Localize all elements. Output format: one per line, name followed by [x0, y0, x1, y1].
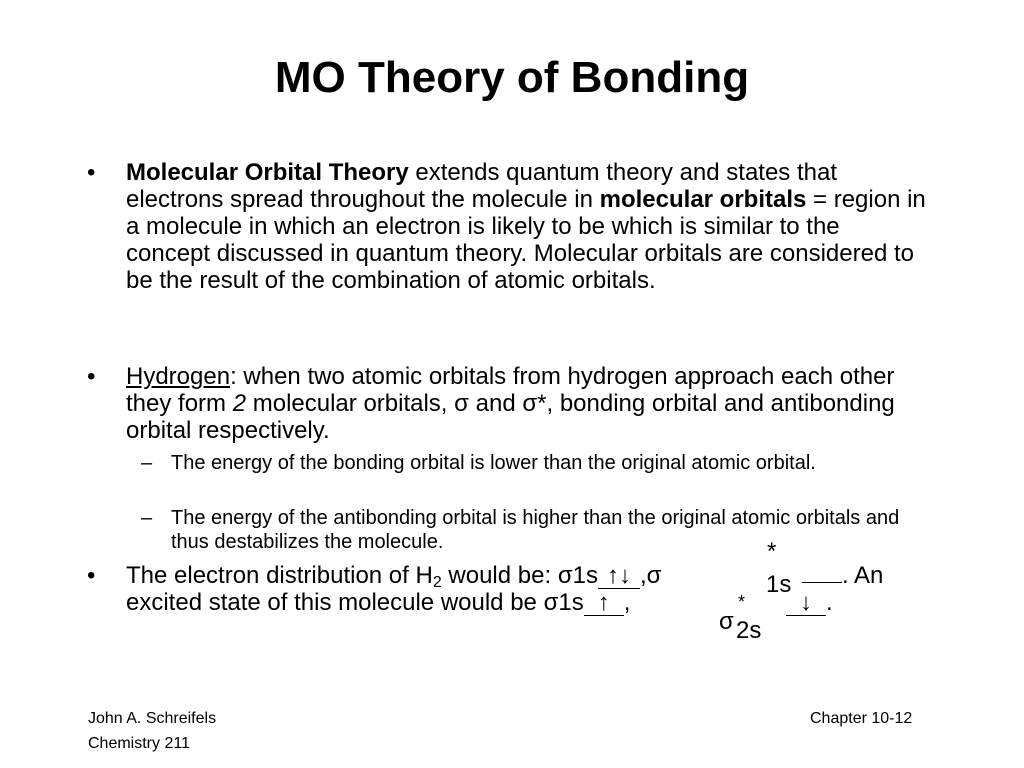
- fill-blank-excited-sigma-1s: ↑: [584, 591, 624, 616]
- bullet-text: = region in a molecule in which an electron is likely to be which is similar to the concept discussed in quantum theory. Molecular orbitals are considered to be the result of the combination of atomic orbitals.: [126, 186, 926, 294]
- bullet-text: . An: [842, 562, 884, 589]
- star-2s-fill-area: [786, 589, 833, 616]
- subscript-2: 2: [432, 574, 442, 591]
- bullet-hydrogen: [126, 363, 926, 444]
- subpoint-marker: –: [141, 507, 153, 529]
- star-1s-fill-area: [802, 562, 883, 589]
- excited-state-line: [126, 589, 630, 616]
- sigma-symbol: σ: [454, 390, 469, 417]
- comma: ,: [623, 589, 631, 616]
- bullet-text: excited state of this molecule would be: [126, 589, 544, 616]
- bullet-text: would be:: [441, 562, 558, 589]
- sigma-star-1s-symbol: σ: [646, 562, 662, 589]
- term-molecular-orbital-theory: Molecular Orbital Theory: [126, 159, 409, 186]
- slide-title: MO Theory of Bonding: [274, 53, 750, 102]
- sigma-star-symbol: σ*: [522, 390, 547, 417]
- bullet-text: and: [468, 390, 523, 417]
- bullet-marker: •: [87, 562, 96, 589]
- bullet-text: , bonding orbital and antibonding orbital respectively.: [126, 390, 895, 444]
- footer-chapter: Chapter 10-12: [810, 710, 913, 727]
- bullet-mo-theory: [126, 159, 926, 294]
- period: .: [826, 589, 833, 616]
- bullet-marker: •: [87, 159, 96, 186]
- orbital-label-1s: 1s: [766, 571, 792, 598]
- subpoint-antibonding-energy: The energy of the antibonding orbital is higher than the original atomic orbitals and thus destabilizes the molecule.: [171, 507, 900, 553]
- fill-blank-sigma-star-1s: [802, 582, 842, 583]
- star-superscript-2s: *: [738, 592, 746, 612]
- term-molecular-orbitals: molecular orbitals: [599, 186, 807, 213]
- footer-course: Chemistry 211: [88, 735, 190, 752]
- star-superscript-1s: *: [767, 538, 777, 565]
- fill-blank-sigma-star-2s: ↓: [786, 591, 826, 616]
- subpoint-bonding-energy: The energy of the bonding orbital is lower than the original atomic orbital.: [171, 452, 816, 474]
- bullet-text: molecular orbitals,: [246, 390, 455, 417]
- bullet-text: extends quantum theory and states that electrons spread throughout the molecule in: [126, 159, 838, 213]
- orbital-sigma-1s: σ1s: [543, 589, 584, 616]
- term-hydrogen: Hydrogen: [126, 363, 231, 390]
- orbital-count: 2: [232, 390, 247, 417]
- bullet-text: The electron distribution of H: [126, 562, 433, 589]
- orbital-label-2s: 2s: [736, 617, 762, 644]
- fill-blank-sigma-1s: ↑↓: [598, 564, 640, 589]
- bullet-text: : when two atomic orbitals from hydrogen approach each other they form: [126, 363, 895, 417]
- orbital-sigma-1s: σ1s: [557, 562, 598, 589]
- bullet-marker: •: [87, 363, 96, 390]
- comma: ,: [639, 562, 647, 589]
- footer-author: John A. Schreifels: [88, 710, 217, 727]
- sigma-star-2s-symbol: σ: [719, 608, 734, 635]
- subpoint-marker: –: [141, 452, 153, 474]
